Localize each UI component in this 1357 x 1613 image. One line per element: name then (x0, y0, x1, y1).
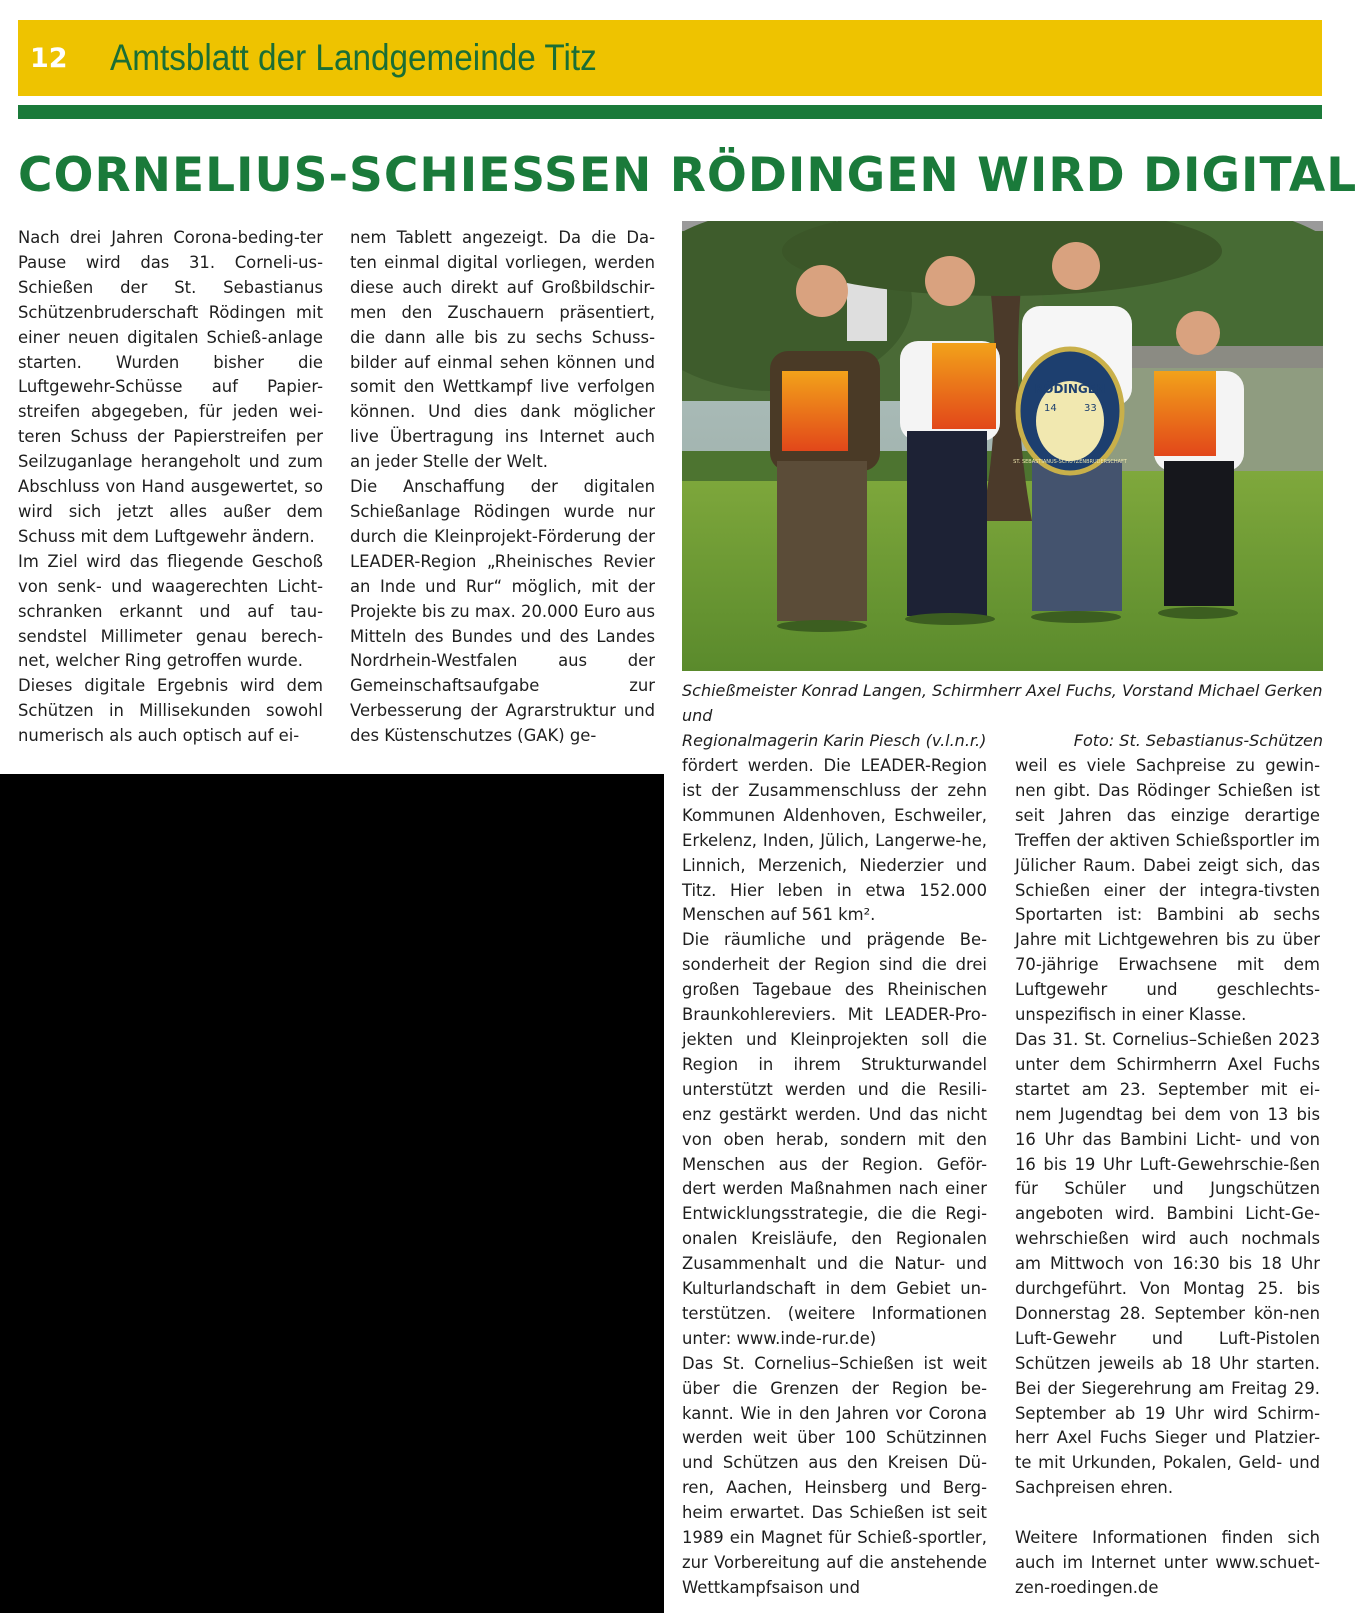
article-paragraph: fördert werden. Die LEADER-Region ist der Zusammenschluss der zehn Kommunen Aldenhoven, Eschweiler, Erkelenz, Inden, Jülich, Langerwe-he, Linnich, Merzenich, Niederzier und Titz. Hier leben in etwa 152.000 Menschen auf 561 km². (682, 756, 987, 925)
article-paragraph: weil es viele Sachpreise zu gewin-nen gibt. Das Rödinger Schießen ist seit Jahren das einzige derartige Treffen der aktiven Schießsportler im Jülicher Raum. Dabei zeigt sich, das Schießen einer der integra-tivsten Sportarten ist: Bambini ab sechs Jahre mit Lichtgewehren bis zu über 70-jährige Erwachsene mit dem Luftgewehr und geschlechts-unspezifisch in einer Klasse. (1015, 756, 1320, 1025)
redacted-area (0, 774, 664, 1613)
header-divider (18, 105, 1322, 119)
article-column-3 (682, 754, 987, 1601)
article-paragraph: Die Anschaffung der digitalen Schießanlage Rödingen wurde nur durch die Kleinprojekt-Förderung der LEADER-Region „Rheinisches Revier an Inde und Rur“ möglich, mit der Projekte bis zu max. 20.000 Euro aus Mitteln des Bundes und des Landes Nordrhein-Westfalen aus der Gemeinschaftsaufgabe zur Verbesserung der Agrarstruktur und des Küstenschutzes (GAK) ge- (350, 477, 655, 746)
article-headline: CORNELIUS-SCHIESSEN RÖDINGEN WIRD DIGITAL (18, 148, 1357, 203)
caption-line-2: Regionalmagerin Karin Piesch (v.l.n.r.) (682, 731, 987, 750)
caption-line-1: Schießmeister Konrad Langen, Schirmherr Axel Fuchs, Vorstand Michael Gerken und (682, 681, 1323, 725)
publication-title: Amtsblatt der Landgemeinde Titz (110, 37, 597, 78)
article-paragraph (1015, 1501, 1320, 1526)
header-bar (18, 20, 1322, 96)
article-paragraph: Im Ziel wird das fliegende Geschoß von senk- und waagerechten Licht-schranken erkannt und auf tau-sendstel Millimeter genau berech-net, welcher Ring getroffen wurde. (18, 551, 323, 671)
article-photo (682, 221, 1323, 671)
article-paragraph: Das St. Cornelius–Schießen ist weit über die Grenzen der Region be-kannt. Wie in den Jahren vor Corona werden weit über 100 Schützinnen und Schützen aus den Kreisen Dü-ren, Aachen, Heinsberg und Berg-heim erwartet. Das Schießen ist seit 1989 ein Magnet für Schieß-sportler, zur Vorbereitung auf die anstehende Wettkampfsaison und (682, 1353, 987, 1597)
photo-credit: Foto: St. Sebastianus-Schützen (1073, 731, 1323, 750)
page-number: 12 (30, 42, 68, 74)
article-paragraph: Nach drei Jahren Corona-beding-ter Pause wird das 31. Corneli-us-Schießen der St. Sebastianus Schützenbruderschaft Rödingen mit einer neuen digitalen Schieß-anlage starten. Wurden bisher die Luftgewehr-Schüsse auf Papier-streifen abgegeben, für jeden wei-teren Schuss der Papierstreifen per Seilzuganlage herangeholt und zum Abschluss von Hand ausgewertet, so wird sich jetzt alles außer dem Schuss mit dem Luftgewehr ändern. (18, 228, 323, 546)
article-paragraph: nem Tablett angezeigt. Da die Da-ten einmal digital vorliegen, werden diese auch direkt auf Großbildschir-men den Zuschauern präsentiert, die dann alle bis zu sechs Schuss-bilder auf einmal sehen können und somit den Wettkampf live verfolgen können. Und dies dank möglicher live Übertragung ins Internet auch an jeder Stelle der Welt. (350, 228, 655, 472)
article-column-4 (1015, 754, 1320, 1601)
photo-caption (682, 678, 1323, 753)
banner-year-right: 33 (1084, 403, 1097, 414)
article-paragraph: Die räumliche und prägende Be-sonderheit der Region sind die drei großen Tagebaue des Rheinischen Braunkohlereviers. Mit LEADER-Pro-jekten und Kleinprojekten soll die Region in ihrem Strukturwandel unterstützt werden und die Resili-enz gestärkt werden. Und das nicht von oben herab, sondern mit den Menschen aus der Region. Geför-dert werden Maßnahmen nach einer Entwicklungsstrategie, die die Regi-onalen Kreisläufe, den Regionalen Zusammenhalt und die Natur- und Kulturlandschaft in dem Gebiet un-terstützen. (weitere Informationen unter: www.inde-rur.de) (682, 930, 987, 1348)
banner-ring-text: ST. SEBASTIANUS-SCHÜTZENBRUDERSCHAFT (1013, 459, 1127, 465)
banner-place: RÖDINGEN (1034, 382, 1106, 396)
article-paragraph: Dieses digitale Ergebnis wird dem Schützen in Millisekunden sowohl numerisch als auch optisch auf ei- (18, 676, 323, 746)
banner-year-left: 14 (1044, 403, 1057, 414)
article-paragraph: Das 31. St. Cornelius–Schießen 2023 unter dem Schirmherrn Axel Fuchs startet am 23. September mit ei-nem Jugendtag bei dem von 13 bis 16 Uhr das Bambini Licht- und von 16 bis 19 Uhr Luft-Gewehrschie-ßen für Schüler und Jungschützen angeboten wird. Bambini Licht-Ge-wehrschießen wird auch nochmals am Mittwoch von 16:30 bis 18 Uhr durchgeführt. Von Montag 25. bis Donnerstag 28. September kön-nen Luft-Gewehr und Luft-Pistolen Schützen jeweils ab 18 Uhr starten. Bei der Siegerehrung am Freitag 29. September ab 19 Uhr wird Schirm-herr Axel Fuchs Sieger und Platzier-te mit Urkunden, Pokalen, Geld- und Sachpreisen ehren. (1015, 1029, 1320, 1498)
article-paragraph: Weitere Informationen finden sich auch im Internet unter www.schuet-zen-roedingen.de (1015, 1528, 1320, 1597)
article-column-1 (18, 226, 323, 749)
article-column-2 (350, 226, 655, 749)
